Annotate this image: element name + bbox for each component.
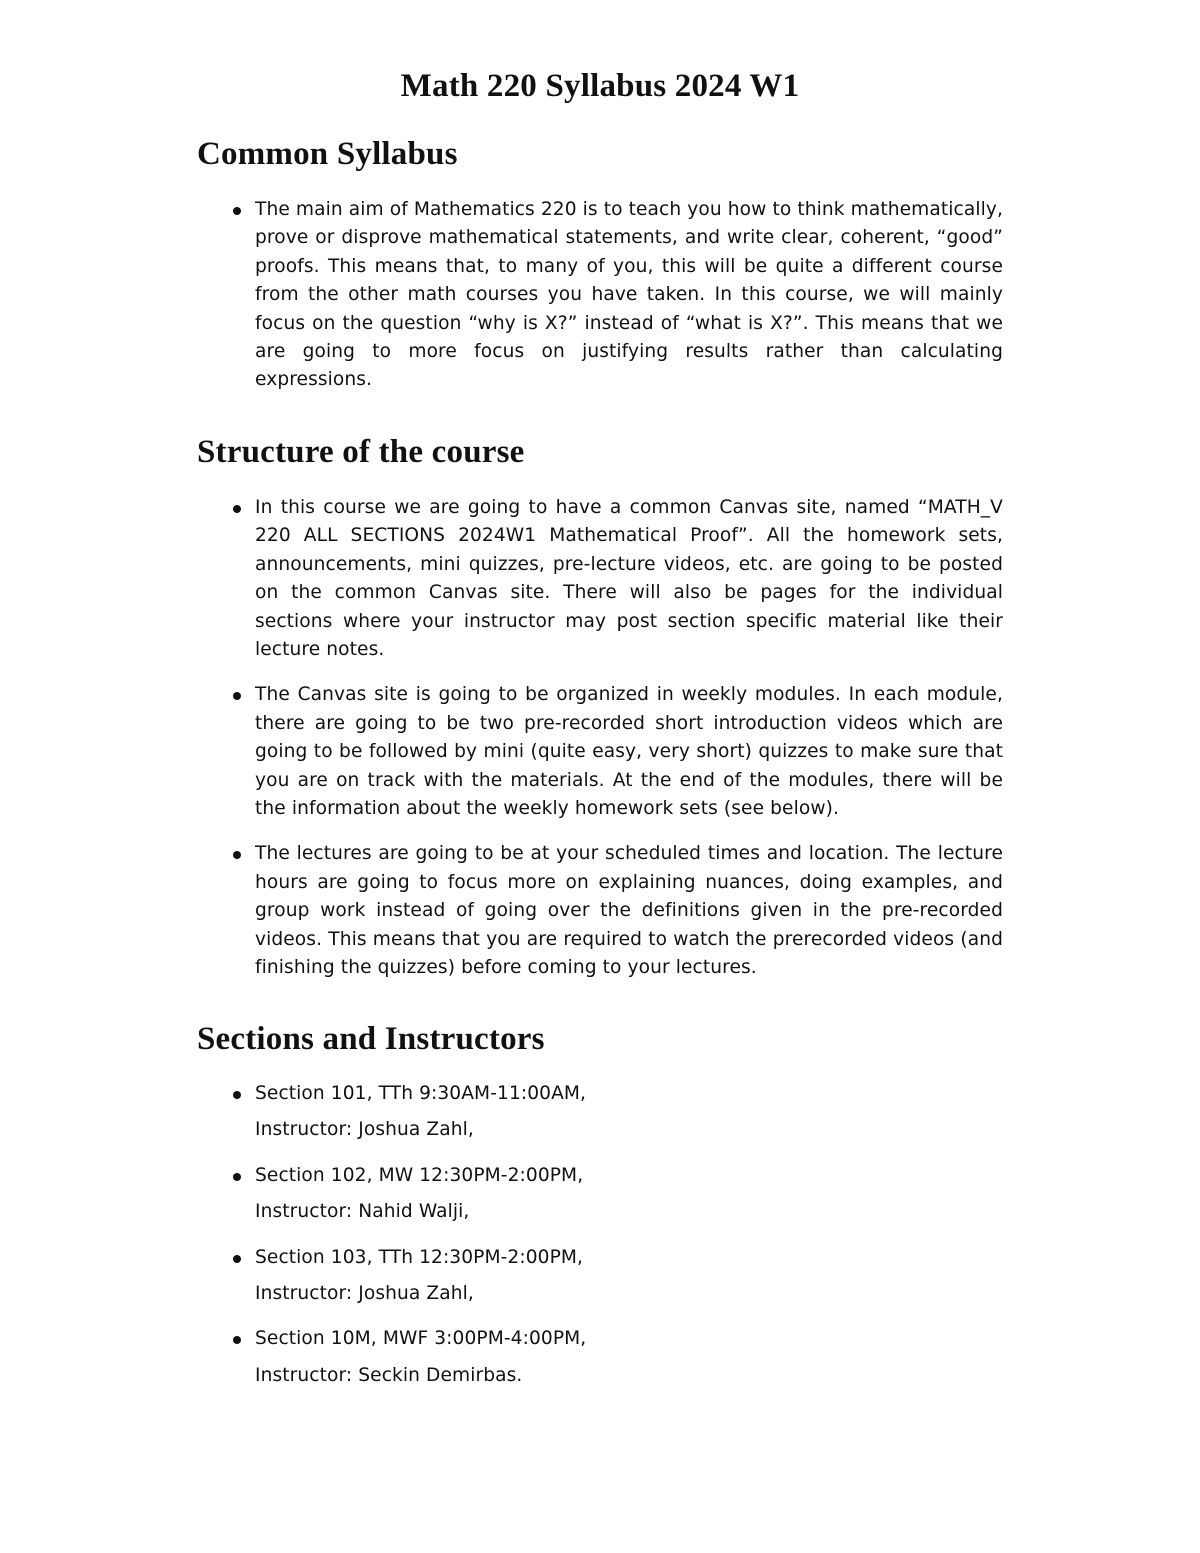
list-item [197,840,1003,982]
list-item-text: The lectures are going to be at your scheduled times and location. The lecture hours are going to focus more on explaining nuances, doing examples, and group work instead of going over the definitions given in the pre-recorded videos. This means that you are required to watch the prerecorded videos (and finishing the quizzes) before coming to your lectures. [255,843,1003,979]
section-time: Section 10M, MWF 3:00PM-4:00PM, [255,1328,587,1350]
section-time: Section 102, MW 12:30PM-2:00PM, [255,1164,584,1186]
section-entry [197,1080,1003,1145]
list-item [197,494,1003,664]
bullet-icon [233,851,241,859]
section-time: Section 103, TTh 12:30PM-2:00PM, [255,1246,584,1268]
list-item [197,196,1003,395]
sections-list [197,1080,1003,1390]
list-item-text: The main aim of Mathematics 220 is to teach you how to think mathematically, prove or disprove mathematical statements, and write clear, coherent, “good” proofs. This means that, to many of you, this will be quite a different course from the other math courses you have taken. In this course, we will mainly focus on the question “why is X?” instead of “what is X?”. This means that we are going to more focus on justifying results rather than calculating expressions. [255,199,1003,391]
heading-structure-of-course: Structure of the course [197,434,525,470]
common-syllabus-list [197,196,1003,395]
bullet-icon [233,692,241,700]
section-time: Section 101, TTh 9:30AM-11:00AM, [255,1083,587,1104]
bullet-icon [233,1173,241,1181]
bullet-icon [233,207,241,215]
section-instructor: Instructor: Joshua Zahl, [255,1119,474,1141]
bullet-icon [233,1255,241,1263]
section-entry [197,1162,1003,1227]
section-instructor: Instructor: Nahid Walji, [255,1201,470,1223]
bullet-icon [233,1091,241,1099]
structure-list [197,494,1003,983]
bullet-icon [233,505,241,513]
section-entry [197,1244,1003,1309]
list-item [197,681,1003,823]
list-item-text: In this course we are going to have a common Canvas site, named “MATH_V 220 ALL SECTIONS 2024W1 Mathematical Proof”. All the homework sets, announcements, mini quizzes, pre-lecture videos, etc. are going to be posted on the common Canvas site. There will also be pages for the individual sections where your instructor may post section specific material like their lecture notes. [255,497,1003,661]
section-instructor: Instructor: Seckin Demirbas. [255,1364,523,1386]
list-item-text: The Canvas site is going to be organized in weekly modules. In each module, there are going to be two pre-recorded short introduction videos which are going to be followed by mini (quite easy, very short) quizzes to make sure that you are on track with the materials. At the end of the modules, there will be the information about the weekly homework sets (see below). [255,684,1003,820]
section-entry [197,1325,1003,1390]
section-instructor: Instructor: Joshua Zahl, [255,1283,474,1305]
heading-sections-and-instructors: Sections and Instructors [197,1021,545,1057]
heading-common-syllabus: Common Syllabus [197,136,458,172]
document-title: Math 220 Syllabus 2024 W1 [400,68,800,104]
bullet-icon [233,1336,241,1344]
